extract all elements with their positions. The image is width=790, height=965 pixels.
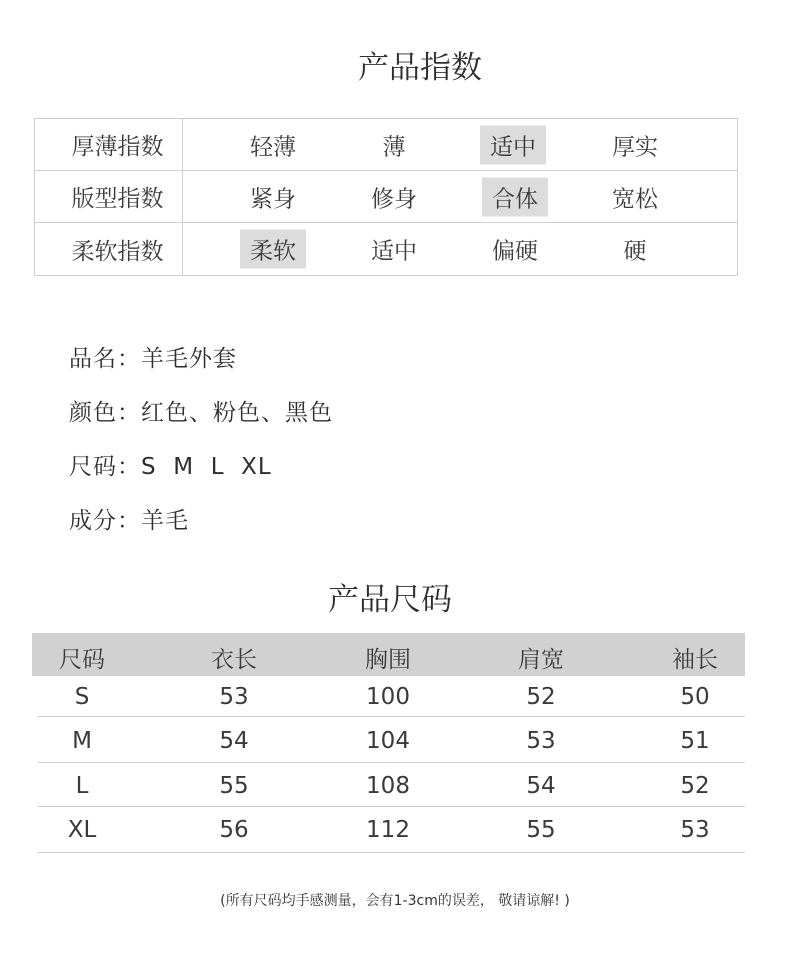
- index-row-softness: [35, 223, 737, 275]
- index-option: 修身: [371, 186, 417, 212]
- table-cell: L: [75, 773, 89, 799]
- table-row: [38, 673, 745, 717]
- product-material: 成分：羊毛: [69, 508, 189, 534]
- header-size: 尺码: [59, 647, 105, 673]
- index-option: 偏硬: [492, 238, 538, 265]
- table-row: [38, 717, 745, 763]
- index-label: 柔软指数: [35, 223, 183, 275]
- table-cell: 53: [526, 728, 556, 754]
- table-cell: 55: [219, 773, 249, 799]
- index-option: 适中: [371, 238, 417, 265]
- index-option: 柔软: [240, 230, 306, 269]
- table-cell: 54: [526, 773, 556, 799]
- table-row: [38, 807, 745, 853]
- index-option: 轻薄: [250, 134, 296, 160]
- table-cell: 52: [526, 684, 556, 710]
- product-name: 品名：羊毛外套: [69, 346, 237, 372]
- index-option: 适中: [480, 125, 546, 164]
- header-sleeve: 袖长: [672, 647, 718, 673]
- table-cell: 52: [680, 773, 710, 799]
- table-cell: 108: [366, 773, 410, 799]
- table-cell: S: [74, 684, 90, 710]
- index-label: 厚薄指数: [35, 119, 183, 170]
- table-cell: 50: [680, 684, 710, 710]
- row-divider: [38, 852, 745, 853]
- fabric-index-table: [34, 118, 738, 276]
- index-option: 合体: [482, 177, 548, 216]
- index-row-fit: [35, 171, 737, 223]
- table-row: [38, 763, 745, 807]
- table-cell: M: [72, 728, 92, 754]
- index-option: 厚实: [612, 134, 658, 160]
- table-cell: 51: [680, 728, 710, 754]
- index-option: 宽松: [612, 186, 658, 212]
- table-cell: 100: [366, 684, 410, 710]
- index-label: 版型指数: [35, 171, 183, 222]
- table-cell: 56: [219, 817, 249, 843]
- measurement-note: (所有尺码均手感测量，会有1-3cm的误差， 敬请谅解! ): [220, 893, 570, 909]
- product-sizes: 尺码：S M L XL: [69, 454, 272, 480]
- index-section-title: 产品指数: [358, 50, 482, 86]
- table-cell: XL: [67, 817, 97, 843]
- header-length: 衣长: [211, 647, 257, 673]
- index-option: 紧身: [250, 186, 296, 212]
- index-row-thickness: [35, 119, 737, 171]
- header-shoulder: 肩宽: [518, 647, 564, 673]
- table-cell: 53: [680, 817, 710, 843]
- table-cell: 54: [219, 728, 249, 754]
- table-cell: 55: [526, 817, 556, 843]
- table-cell: 53: [219, 684, 249, 710]
- header-chest: 胸围: [365, 647, 411, 673]
- table-cell: 104: [366, 728, 410, 754]
- product-colors: 颜色：红色、粉色、黑色: [69, 400, 333, 426]
- index-option: 硬: [623, 238, 647, 265]
- size-table-header: [32, 633, 745, 676]
- size-section-title: 产品尺码: [328, 582, 452, 618]
- index-option: 薄: [382, 134, 406, 160]
- table-cell: 112: [366, 817, 410, 843]
